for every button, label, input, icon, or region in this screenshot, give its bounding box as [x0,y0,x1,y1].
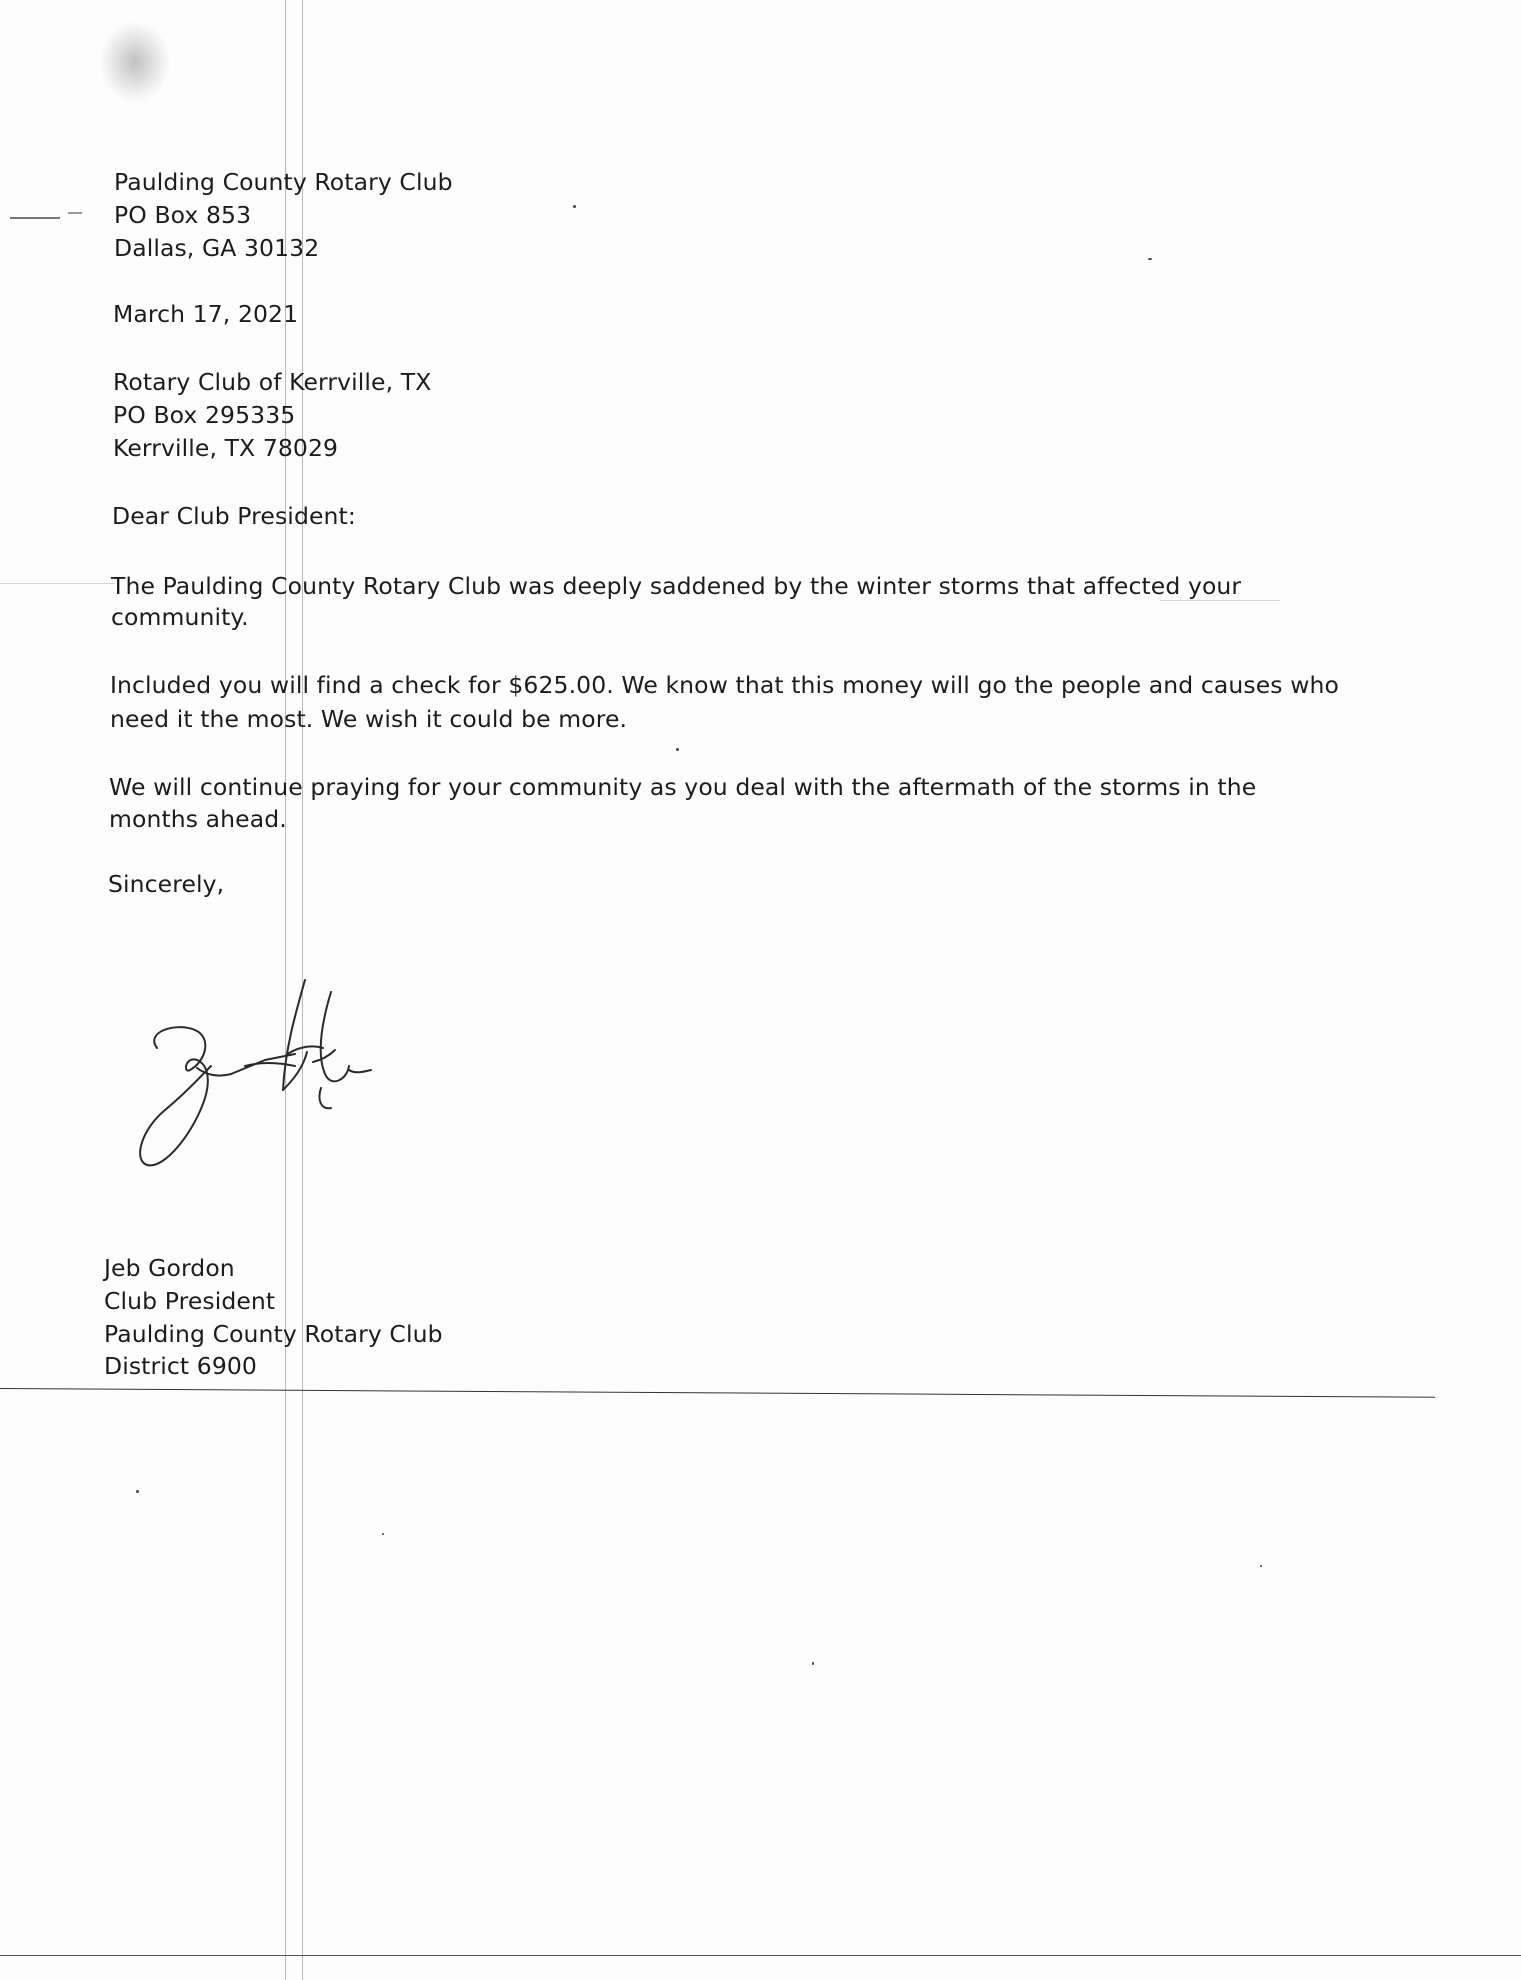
sender-city: Dallas, GA 30132 [114,234,320,262]
scan-speck [1148,258,1152,260]
recipient-city: Kerrville, TX 78029 [113,434,339,462]
sender-name: Paulding County Rotary Club [114,168,453,196]
recipient-name: Rotary Club of Kerrville, TX [113,368,432,396]
signer-organization: Paulding County Rotary Club [104,1320,443,1348]
scan-speck [573,205,576,208]
closing: Sincerely, [108,870,225,898]
fold-rule-middle [0,1388,1435,1398]
scan-speck [136,1490,139,1493]
body-paragraph-3-line-2: months ahead. [109,805,287,833]
scan-mark [68,212,82,214]
fold-rule-bottom [0,1955,1521,1956]
body-paragraph-3-line-1: We will continue praying for your community as you deal with the aftermath of the storms in the [109,773,1257,801]
scan-speck [1260,1565,1262,1567]
scan-speck [812,1662,814,1665]
scan-smudge [100,22,170,102]
scan-mark [10,217,60,219]
scan-speck [676,748,679,751]
scan-line [0,583,115,584]
recipient-address: PO Box 295335 [113,401,296,429]
body-paragraph-2-line-2: need it the most. We wish it could be more. [110,705,628,733]
letter-date: March 17, 2021 [113,300,299,328]
body-paragraph-1-line-1: The Paulding County Rotary Club was deeply saddened by the winter storms that affected your [111,572,1242,600]
sender-address: PO Box 853 [114,201,252,229]
signer-name: Jeb Gordon [104,1254,235,1282]
body-paragraph-1-line-2: community. [111,603,249,631]
scan-speck [382,1533,384,1535]
body-paragraph-2-line-1: Included you will find a check for $625.00. We know that this money will go the people and causes who [110,671,1339,699]
signer-district: District 6900 [104,1352,257,1380]
salutation: Dear Club President: [112,502,356,530]
signer-title: Club President [104,1287,276,1315]
handwritten-signature [135,970,435,1185]
